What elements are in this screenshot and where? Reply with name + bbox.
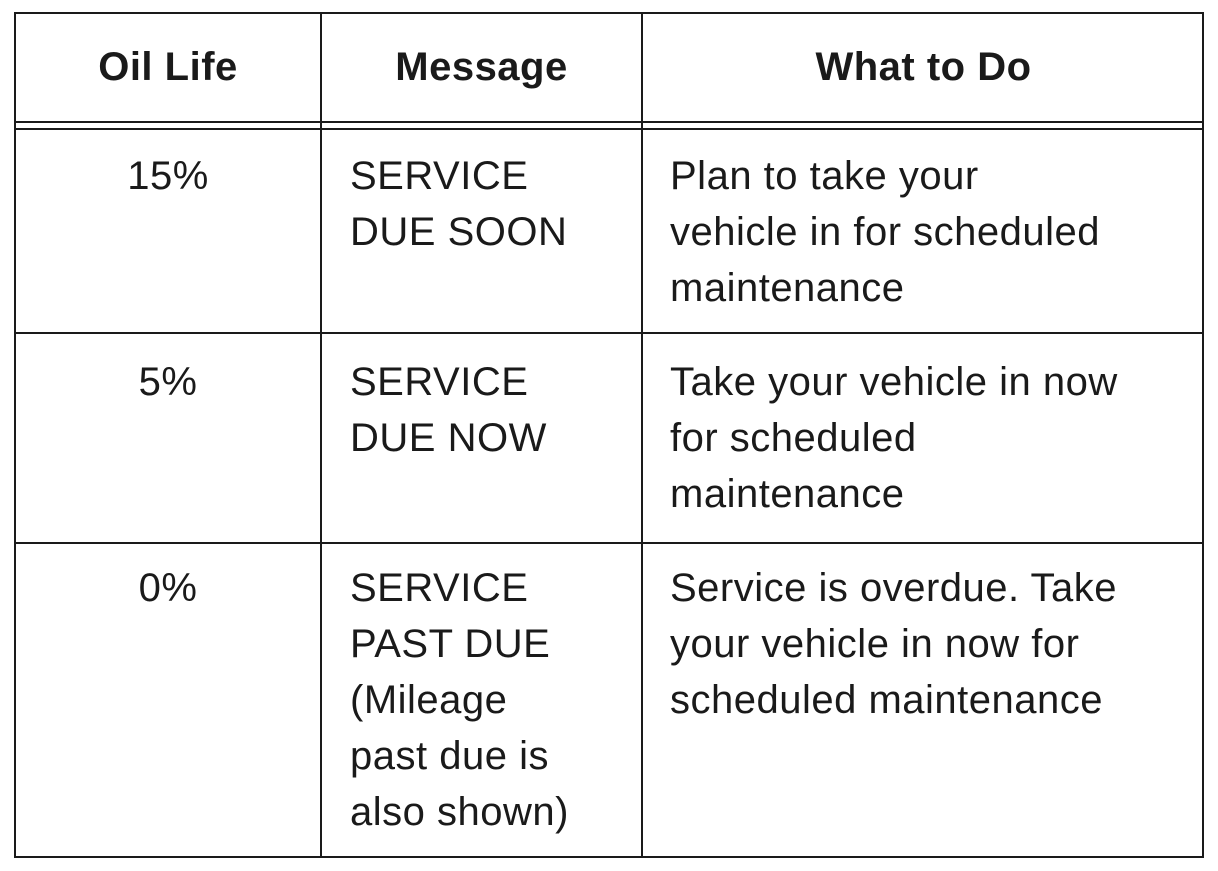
row-divider bbox=[16, 332, 1202, 334]
row-3-oil-life: 0% bbox=[138, 566, 198, 610]
row-1-action: Plan to take your vehicle in for scheduled maintenance bbox=[670, 154, 1101, 310]
row-3-action: Service is overdue. Take your vehicle in now for scheduled maintenance bbox=[670, 566, 1118, 722]
header-what-to-do: What to Do bbox=[815, 45, 1032, 89]
column-divider bbox=[641, 14, 643, 856]
header-oil-life: Oil Life bbox=[98, 45, 238, 89]
header-rule bbox=[16, 121, 1202, 123]
column-divider bbox=[320, 14, 322, 856]
row-1-oil-life: 15% bbox=[127, 154, 209, 198]
row-3-message: SERVICE PAST DUE (Mileage past due is also shown) bbox=[350, 566, 569, 834]
row-2-message: SERVICE DUE NOW bbox=[350, 360, 547, 460]
header-rule bbox=[16, 128, 1202, 130]
row-2-action: Take your vehicle in now for scheduled maintenance bbox=[670, 360, 1118, 516]
row-2-oil-life: 5% bbox=[138, 360, 198, 404]
row-1-message: SERVICE DUE SOON bbox=[350, 154, 568, 254]
header-message: Message bbox=[395, 45, 568, 89]
row-divider bbox=[16, 542, 1202, 544]
oil-life-table bbox=[14, 12, 1204, 858]
